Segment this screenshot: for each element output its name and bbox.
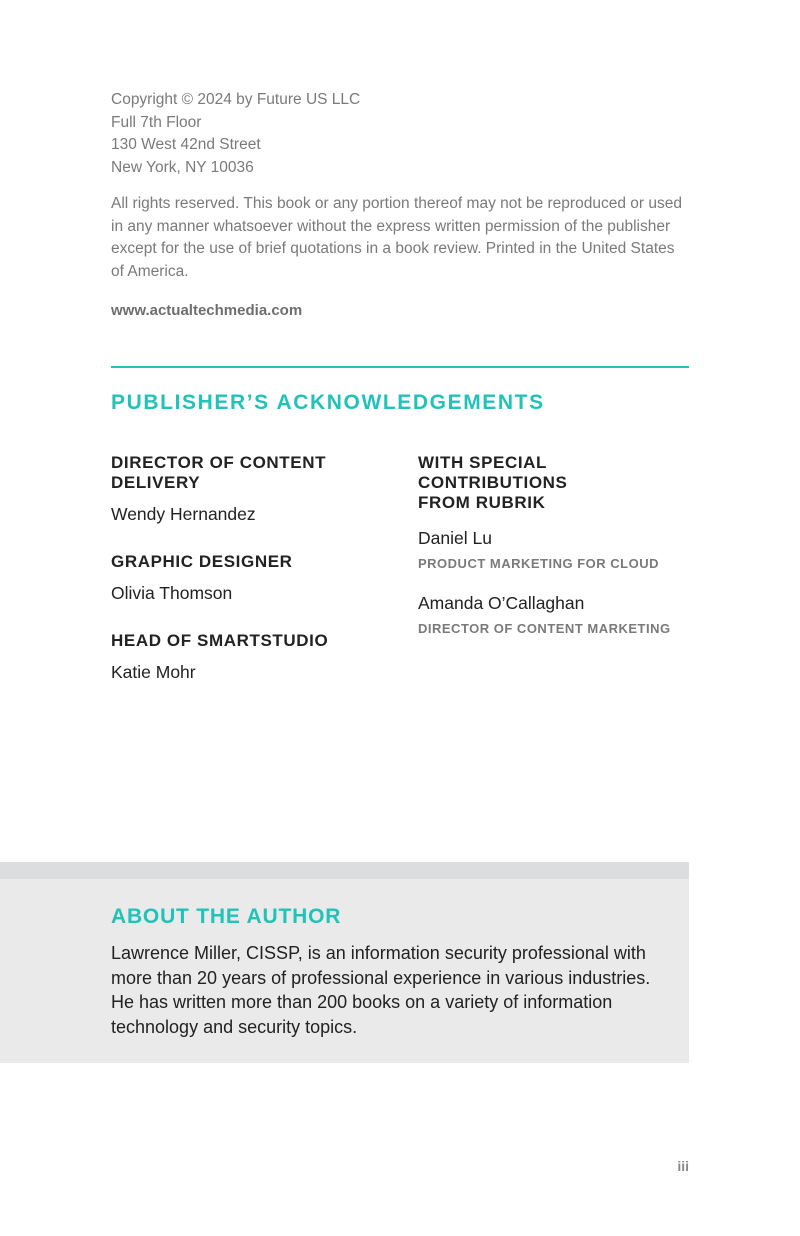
role-name: Katie Mohr bbox=[111, 662, 196, 682]
about-body: Lawrence Miller, CISSP, is an information security professional with more than 20 years of professional experience in various industries. He has written more than 200 books on a variety of information technology and security topics. bbox=[111, 943, 651, 1037]
contributions-title-line: CONTRIBUTIONS bbox=[418, 473, 568, 492]
address-line: Full 7th Floor bbox=[111, 113, 202, 131]
contributions-title-line: FROM RUBRIK bbox=[418, 493, 546, 512]
role-name: Olivia Thomson bbox=[111, 583, 233, 603]
copyright-line: Copyright © 2024 by Future US LLC bbox=[111, 91, 361, 108]
role-block bbox=[111, 453, 381, 526]
contributor-name: Daniel Lu bbox=[418, 528, 492, 548]
role-block bbox=[111, 631, 381, 684]
contributions-title-line: WITH SPECIAL bbox=[418, 453, 548, 472]
contributor bbox=[418, 526, 708, 573]
address-line: New York, NY 10036 bbox=[111, 158, 254, 176]
contributions-title bbox=[418, 453, 708, 513]
role-name: Wendy Hernandez bbox=[111, 504, 256, 524]
staff-roles-column bbox=[111, 453, 381, 710]
about-heading: ABOUT THE AUTHOR bbox=[111, 905, 342, 928]
rights-statement: All rights reserved. This book or any portion thereof may not be reproduced or used in any manner whatsoever without the express written permission of the publisher except for the use of brief quotations in a book review. Printed in the United States of America. bbox=[111, 195, 682, 280]
page-number: iii bbox=[677, 1158, 689, 1174]
role-title: GRAPHIC DESIGNER bbox=[111, 552, 293, 571]
role-title: DIRECTOR OF CONTENT DELIVERY bbox=[111, 453, 327, 492]
contributor-role: DIRECTOR OF CONTENT MARKETING bbox=[418, 621, 671, 636]
acknowledgements-heading: PUBLISHER’S ACKNOWLEDGEMENTS bbox=[111, 391, 545, 414]
contributor-role: PRODUCT MARKETING FOR CLOUD bbox=[418, 556, 659, 571]
address-line: 130 West 42nd Street bbox=[111, 136, 261, 153]
contributor bbox=[418, 591, 708, 638]
website-link[interactable]: www.actualtechmedia.com bbox=[111, 302, 303, 319]
about-panel-bar bbox=[0, 862, 689, 879]
contributions-column bbox=[418, 453, 708, 638]
role-block bbox=[111, 552, 381, 605]
section-divider bbox=[111, 366, 689, 368]
copyright-block bbox=[111, 89, 691, 179]
contributor-name: Amanda O’Callaghan bbox=[418, 593, 585, 613]
role-title: HEAD OF SMARTSTUDIO bbox=[111, 631, 329, 650]
